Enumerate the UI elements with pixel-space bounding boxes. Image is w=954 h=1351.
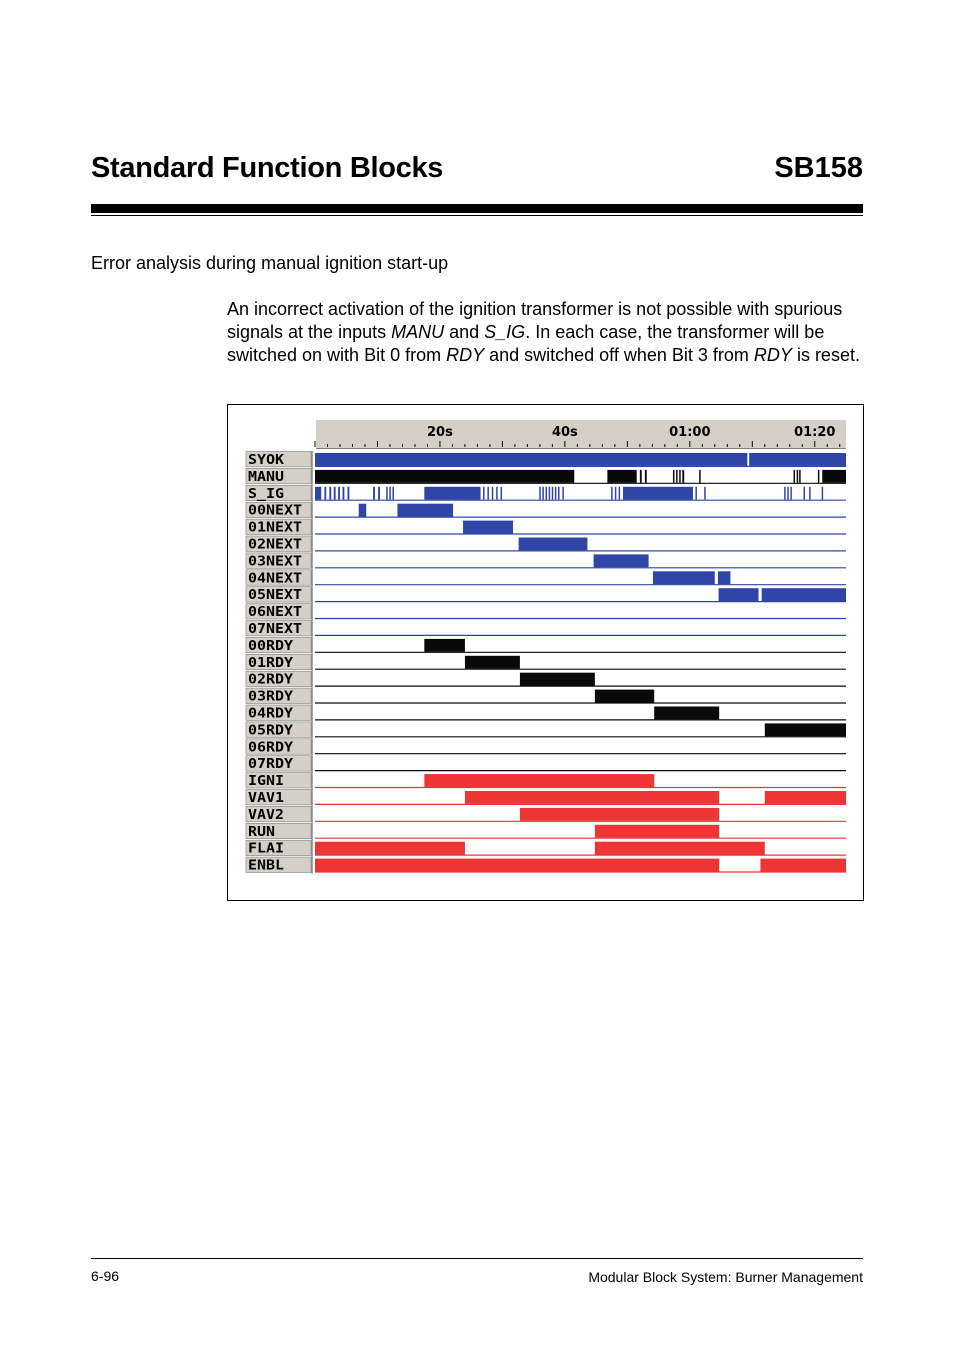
signal-label-vav1: VAV1 [248, 791, 285, 806]
pulse-manu-10 [797, 470, 799, 483]
page-number: 6-96 [91, 1268, 120, 1284]
pulse-manu-8 [699, 470, 701, 483]
signal-label-07next: 07NEXT [248, 622, 303, 637]
pulse-00next-1 [397, 504, 453, 517]
time-label: 01:00 [669, 425, 711, 440]
pulse-s-ig-28 [619, 487, 621, 500]
signal-label-04next: 04NEXT [248, 571, 303, 587]
pulse-manu-9 [794, 470, 796, 483]
pulse-s-ig-3 [334, 487, 336, 500]
footer-rule [91, 1258, 863, 1259]
time-label: 20s [427, 425, 453, 440]
pulse-enbl-1 [760, 859, 846, 872]
pulse-s-ig-9 [386, 487, 388, 500]
signal-label-igni: IGNI [248, 774, 284, 790]
pulse-manu-12 [818, 470, 820, 483]
pulse-s-ig-33 [787, 487, 789, 500]
time-label: 40s [551, 425, 578, 440]
pulse-s-ig-24 [558, 487, 560, 500]
pulse-03rdy-0 [595, 690, 654, 703]
pulse-00rdy-0 [424, 639, 465, 652]
signal-label-01rdy: 01RDY [248, 655, 294, 671]
pulse-s-ig-35 [804, 487, 806, 500]
signal-label-syok: SYOK [248, 453, 285, 468]
signal-label-00next: 00NEXT [248, 503, 303, 519]
pulse-02rdy-0 [520, 673, 595, 686]
pulse-s-ig-14 [487, 487, 489, 500]
pulse-04next-0 [653, 571, 715, 584]
pulse-manu-3 [645, 470, 647, 483]
pulse-05rdy-0 [765, 723, 846, 736]
signal-label-03next: 03NEXT [248, 554, 303, 570]
pulse-manu-11 [799, 470, 801, 483]
pulse-flai-1 [595, 842, 765, 855]
pulse-s-ig-13 [483, 487, 485, 500]
para-rdy-2: RDY [753, 345, 792, 365]
para-text-3: . In each case, the transformer will be switched on with Bit 0 from [227, 322, 825, 365]
pulse-s-ig-31 [704, 487, 706, 500]
para-text-1: An incorrect activation of the ignition transformer is not possible with spurious signals at the inputs [227, 299, 843, 342]
signal-label-enbl: ENBL [248, 858, 285, 874]
pulse-syok-0 [315, 453, 747, 466]
signal-label-06rdy: 06RDY [248, 740, 294, 756]
pulse-s-ig-0 [315, 487, 321, 500]
pulse-s-ig-16 [496, 487, 498, 500]
pulse-03next-0 [594, 554, 649, 567]
pulse-s-ig-8 [378, 487, 380, 500]
pulse-enbl-0 [315, 859, 719, 872]
pulse-s-ig-22 [552, 487, 554, 500]
section-subtitle: Error analysis during manual ignition start-up [91, 253, 449, 273]
time-ruler [315, 419, 846, 449]
pulse-flai-0 [315, 842, 465, 855]
para-manu: MANU [391, 322, 445, 342]
pulse-s-ig-23 [555, 487, 557, 500]
para-text-4: and switched off when Bit 3 from [484, 345, 754, 365]
pulse-s-ig-18 [539, 487, 541, 500]
pulse-s-ig-25 [562, 487, 564, 500]
para-text-2: and [444, 322, 485, 342]
pulse-04rdy-0 [654, 707, 719, 720]
signal-label-03rdy: 03RDY [248, 689, 294, 705]
description-paragraph [227, 298, 867, 367]
pulse-s-ig-36 [809, 487, 811, 500]
pulse-s-ig-11 [392, 487, 394, 500]
pulse-s-ig-4 [338, 487, 340, 500]
pulse-manu-1 [607, 470, 636, 483]
signal-label-05next: 05NEXT [248, 588, 303, 604]
pulse-s-ig-34 [790, 487, 792, 500]
pulse-manu-5 [676, 470, 678, 483]
block-code: SB158 [774, 152, 863, 184]
pulse-s-ig-21 [549, 487, 551, 500]
signal-label-01next: 01NEXT [248, 520, 303, 536]
pulse-s-ig-37 [822, 487, 824, 500]
signal-label-02rdy: 02RDY [248, 672, 294, 688]
signal-label-vav2: VAV2 [248, 807, 284, 823]
pulse-manu-0 [315, 470, 574, 483]
pulse-s-ig-17 [501, 487, 503, 500]
pulse-s-ig-27 [615, 487, 617, 500]
pulse-manu-7 [682, 470, 684, 483]
pulse-s-ig-29 [623, 487, 693, 500]
pulse-s-ig-30 [695, 487, 697, 500]
pulse-s-ig-20 [546, 487, 548, 500]
signal-label-02next: 02NEXT [248, 537, 303, 553]
pulse-manu-6 [679, 470, 681, 483]
signal-label-flai: FLAI [248, 841, 284, 857]
pulse-02next-0 [519, 538, 588, 551]
signal-label-run: RUN [248, 824, 276, 840]
pulse-s-ig-1 [324, 487, 326, 500]
signal-label-00rdy: 00RDY [248, 638, 294, 654]
pulse-01next-0 [463, 521, 513, 534]
signal-label-s-ig: S_IG [248, 486, 285, 502]
pulse-syok-1 [749, 453, 846, 466]
para-text-5: is reset. [791, 345, 860, 365]
signal-label-04rdy: 04RDY [248, 706, 294, 722]
pulse-vav2-0 [520, 808, 719, 821]
signal-label-manu: MANU [248, 469, 285, 485]
pulse-vav1-0 [465, 791, 719, 804]
pulse-s-ig-19 [542, 487, 544, 500]
timing-diagram [245, 419, 847, 876]
time-label: 01:20 [794, 425, 836, 440]
pulse-05next-0 [719, 588, 759, 601]
pulse-05next-1 [762, 588, 846, 601]
pulse-run-0 [595, 825, 719, 838]
header-rule-thin [91, 215, 863, 216]
pulse-s-ig-6 [347, 487, 349, 500]
pulse-s-ig-5 [342, 487, 344, 500]
header-rule-thick [91, 204, 863, 213]
para-rdy-1: RDY [446, 345, 485, 365]
pulse-s-ig-10 [389, 487, 391, 500]
pulse-00next-0 [359, 504, 366, 517]
pulse-s-ig-2 [329, 487, 331, 500]
signal-label-06next: 06NEXT [248, 605, 303, 621]
pulse-s-ig-15 [492, 487, 494, 500]
pulse-manu-13 [822, 470, 846, 483]
pulse-igni-0 [424, 774, 654, 787]
pulse-s-ig-7 [373, 487, 375, 500]
page-heading: Standard Function Blocks [91, 152, 444, 184]
signal-label-05rdy: 05RDY [248, 723, 294, 739]
pulse-01rdy-0 [465, 656, 520, 669]
pulse-s-ig-32 [784, 487, 786, 500]
pulse-manu-2 [640, 470, 642, 483]
pulse-s-ig-26 [611, 487, 613, 500]
manual-title: Modular Block System: Burner Management [588, 1269, 863, 1285]
pulse-04next-1 [718, 571, 730, 584]
para-s-ig: S_IG [484, 322, 526, 342]
pulse-vav1-1 [765, 791, 846, 804]
signal-label-07rdy: 07RDY [248, 757, 294, 773]
pulse-manu-4 [673, 470, 675, 483]
pulse-s-ig-12 [424, 487, 480, 500]
